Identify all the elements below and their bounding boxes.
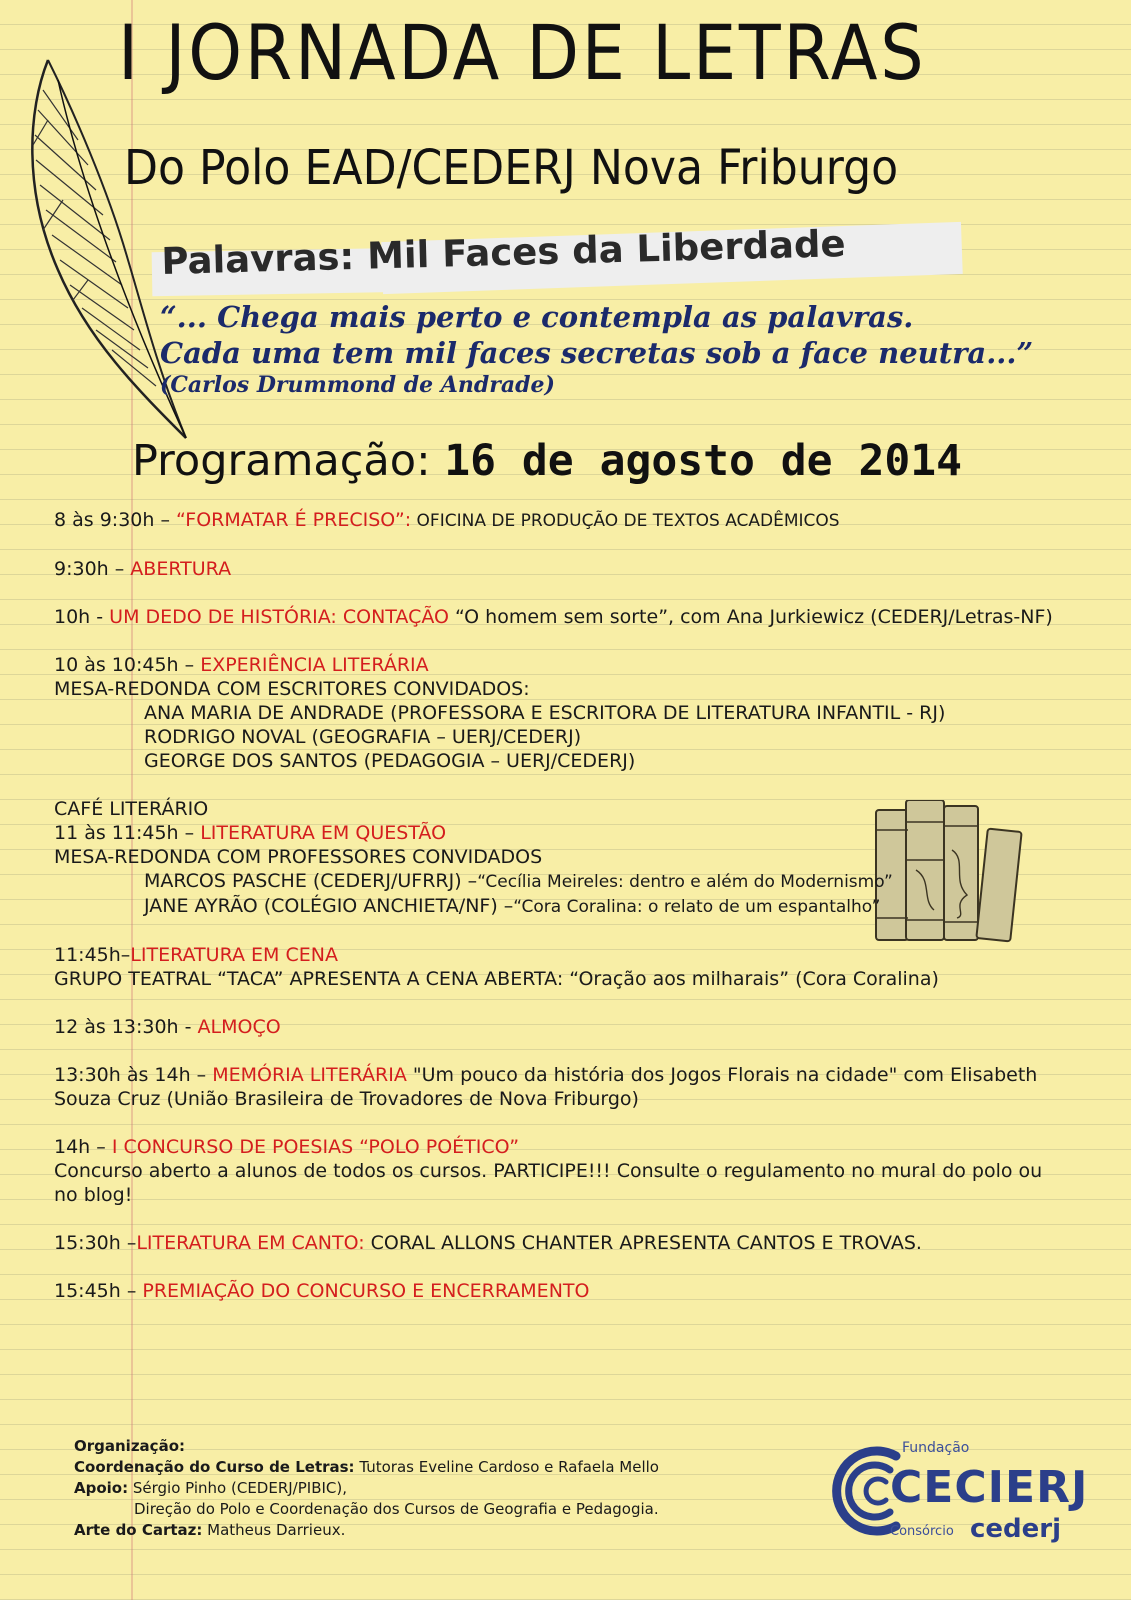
guest-talk: “Cecília Meireles: dentro e além do Modernismo” (477, 872, 893, 892)
item-time: 15:45h – (54, 1280, 143, 1302)
guest-talk: “Cora Coralina: o relato de um espantalho” (513, 897, 881, 917)
item-desc: Concurso aberto a alunos de todos os cursos. PARTICIPE!!! Consulte o regulamento no mural do polo ou no blog! (54, 1160, 1043, 1206)
apoio-value-2: Direção do Polo e Coordenação dos Cursos de Geografia e Pedagogia. (134, 1500, 659, 1518)
item-time: 8 às 9:30h – (54, 509, 176, 531)
schedule-item (54, 653, 1064, 773)
item-desc: “Oração aos milharais” (Cora Coralina) (563, 968, 939, 990)
item-subtitle: MESA-REDONDA COM PROFESSORES CONVIDADOS (54, 846, 543, 868)
item-time: 10h - (54, 606, 110, 628)
apoio-value: Sérgio Pinho (CEDERJ/PIBIC), (128, 1479, 348, 1497)
coord-label: Coordenação do Curso de Letras: (74, 1458, 355, 1476)
item-time: 10 às 10:45h – (54, 654, 201, 676)
schedule-item (54, 943, 1064, 991)
schedule-item (54, 797, 1064, 919)
logo-consorcio: Consórcio (890, 1524, 954, 1539)
item-time: 14h – (54, 1136, 112, 1158)
arte-label: Arte do Cartaz: (74, 1521, 203, 1539)
quote-line-2: Cada uma tem mil faces secretas sob a face neutra...” (160, 336, 1034, 370)
schedule (54, 508, 1064, 1303)
guest: JANE AYRÃO (COLÉGIO ANCHIETA/NF) – (144, 895, 514, 917)
program-label: Programação: (132, 436, 431, 486)
schedule-item (54, 605, 1064, 629)
event-title: I JORNADA DE LETRAS (118, 8, 927, 97)
item-time: 13:30h às 14h – (54, 1064, 213, 1086)
item-title: LITERATURA EM CENA (130, 944, 338, 966)
item-title: MEMÓRIA LITERÁRIA (212, 1064, 407, 1086)
item-desc: OFICINA DE PRODUÇÃO DE TEXTOS ACADÊMICOS (411, 511, 840, 531)
guest: GEORGE DOS SANTOS (PEDAGOGIA – UERJ/CEDERJ) (144, 750, 636, 772)
logo-name: CECIERJ (890, 1462, 1089, 1513)
credits (74, 1436, 659, 1541)
program-heading (132, 436, 962, 486)
guest: ANA MARIA DE ANDRADE (PROFESSORA E ESCRITORA DE LITERATURA INFANTIL - RJ) (144, 702, 946, 724)
schedule-item (54, 1015, 1064, 1039)
item-title: UM DEDO DE HISTÓRIA: CONTAÇÃO (109, 606, 449, 628)
cecierj-logo-icon (808, 1436, 1089, 1556)
schedule-item (54, 1231, 1064, 1255)
item-title: LITERATURA EM QUESTÃO (200, 822, 447, 844)
item-time: 11:45h– (54, 944, 131, 966)
item-desc: “O homem sem sorte”, com Ana Jurkiewicz (CEDERJ/Letras-NF) (448, 606, 1053, 628)
item-subtitle: MESA-REDONDA COM ESCRITORES CONVIDADOS: (54, 678, 530, 700)
guest: MARCOS PASCHE (CEDERJ/UFRRJ) – (144, 870, 478, 892)
schedule-item (54, 1135, 1064, 1207)
item-time: 15:30h – (54, 1232, 137, 1254)
item-subtitle: GRUPO TEATRAL “TACA” APRESENTA A CENA ABERTA: (54, 968, 564, 990)
item-desc: "Um pouco da história dos Jogos Florais na cidade" com Elisabeth Souza Cruz (União Brasileira de Trovadores de Nova Friburgo) (54, 1064, 1038, 1110)
schedule-item (54, 508, 1064, 533)
item-title: I CONCURSO DE POESIAS “POLO POÉTICO” (111, 1136, 520, 1158)
coffee-break: CAFÉ LITERÁRIO (54, 798, 209, 820)
item-time: 12 às 13:30h - (54, 1016, 198, 1038)
epigraph-quote (160, 300, 1033, 398)
item-time: 9:30h – (54, 558, 131, 580)
schedule-item (54, 557, 1064, 581)
item-title: ALMOÇO (197, 1016, 281, 1038)
schedule-item (54, 1063, 1064, 1111)
program-date: 16 de agosto de 2014 (444, 436, 963, 486)
arte-value: Matheus Darrieux. (202, 1521, 346, 1539)
event-subtitle: Do Polo EAD/CEDERJ Nova Friburgo (124, 140, 899, 196)
item-title: LITERATURA EM CANTO: (136, 1232, 365, 1254)
org-label: Organização: (74, 1437, 185, 1455)
item-title: PREMIAÇÃO DO CONCURSO E ENCERRAMENTO (142, 1280, 590, 1302)
coord-value: Tutoras Eveline Cardoso e Rafaela Mello (354, 1458, 659, 1476)
schedule-item (54, 1279, 1064, 1303)
quote-author: (Carlos Drummond de Andrade) (160, 372, 555, 398)
theme-text: Palavras: Mil Faces da Liberdade (160, 222, 847, 283)
quote-line-1: “... Chega mais perto e contempla as palavras. (160, 300, 914, 334)
item-time: 11 às 11:45h – (54, 822, 201, 844)
logo-fundacao: Fundação (902, 1440, 970, 1456)
guest: RODRIGO NOVAL (GEOGRAFIA – UERJ/CEDERJ) (144, 726, 582, 748)
item-desc: CORAL ALLONS CHANTER APRESENTA CANTOS E TROVAS. (364, 1232, 922, 1254)
item-title: EXPERIÊNCIA LITERÁRIA (200, 654, 429, 676)
item-title: “FORMATAR É PRECISO”: (176, 509, 412, 531)
item-title: ABERTURA (130, 558, 232, 580)
apoio-label: Apoio: (74, 1479, 129, 1497)
theme-banner (152, 222, 952, 294)
logo-cederj: cederj (970, 1514, 1062, 1544)
